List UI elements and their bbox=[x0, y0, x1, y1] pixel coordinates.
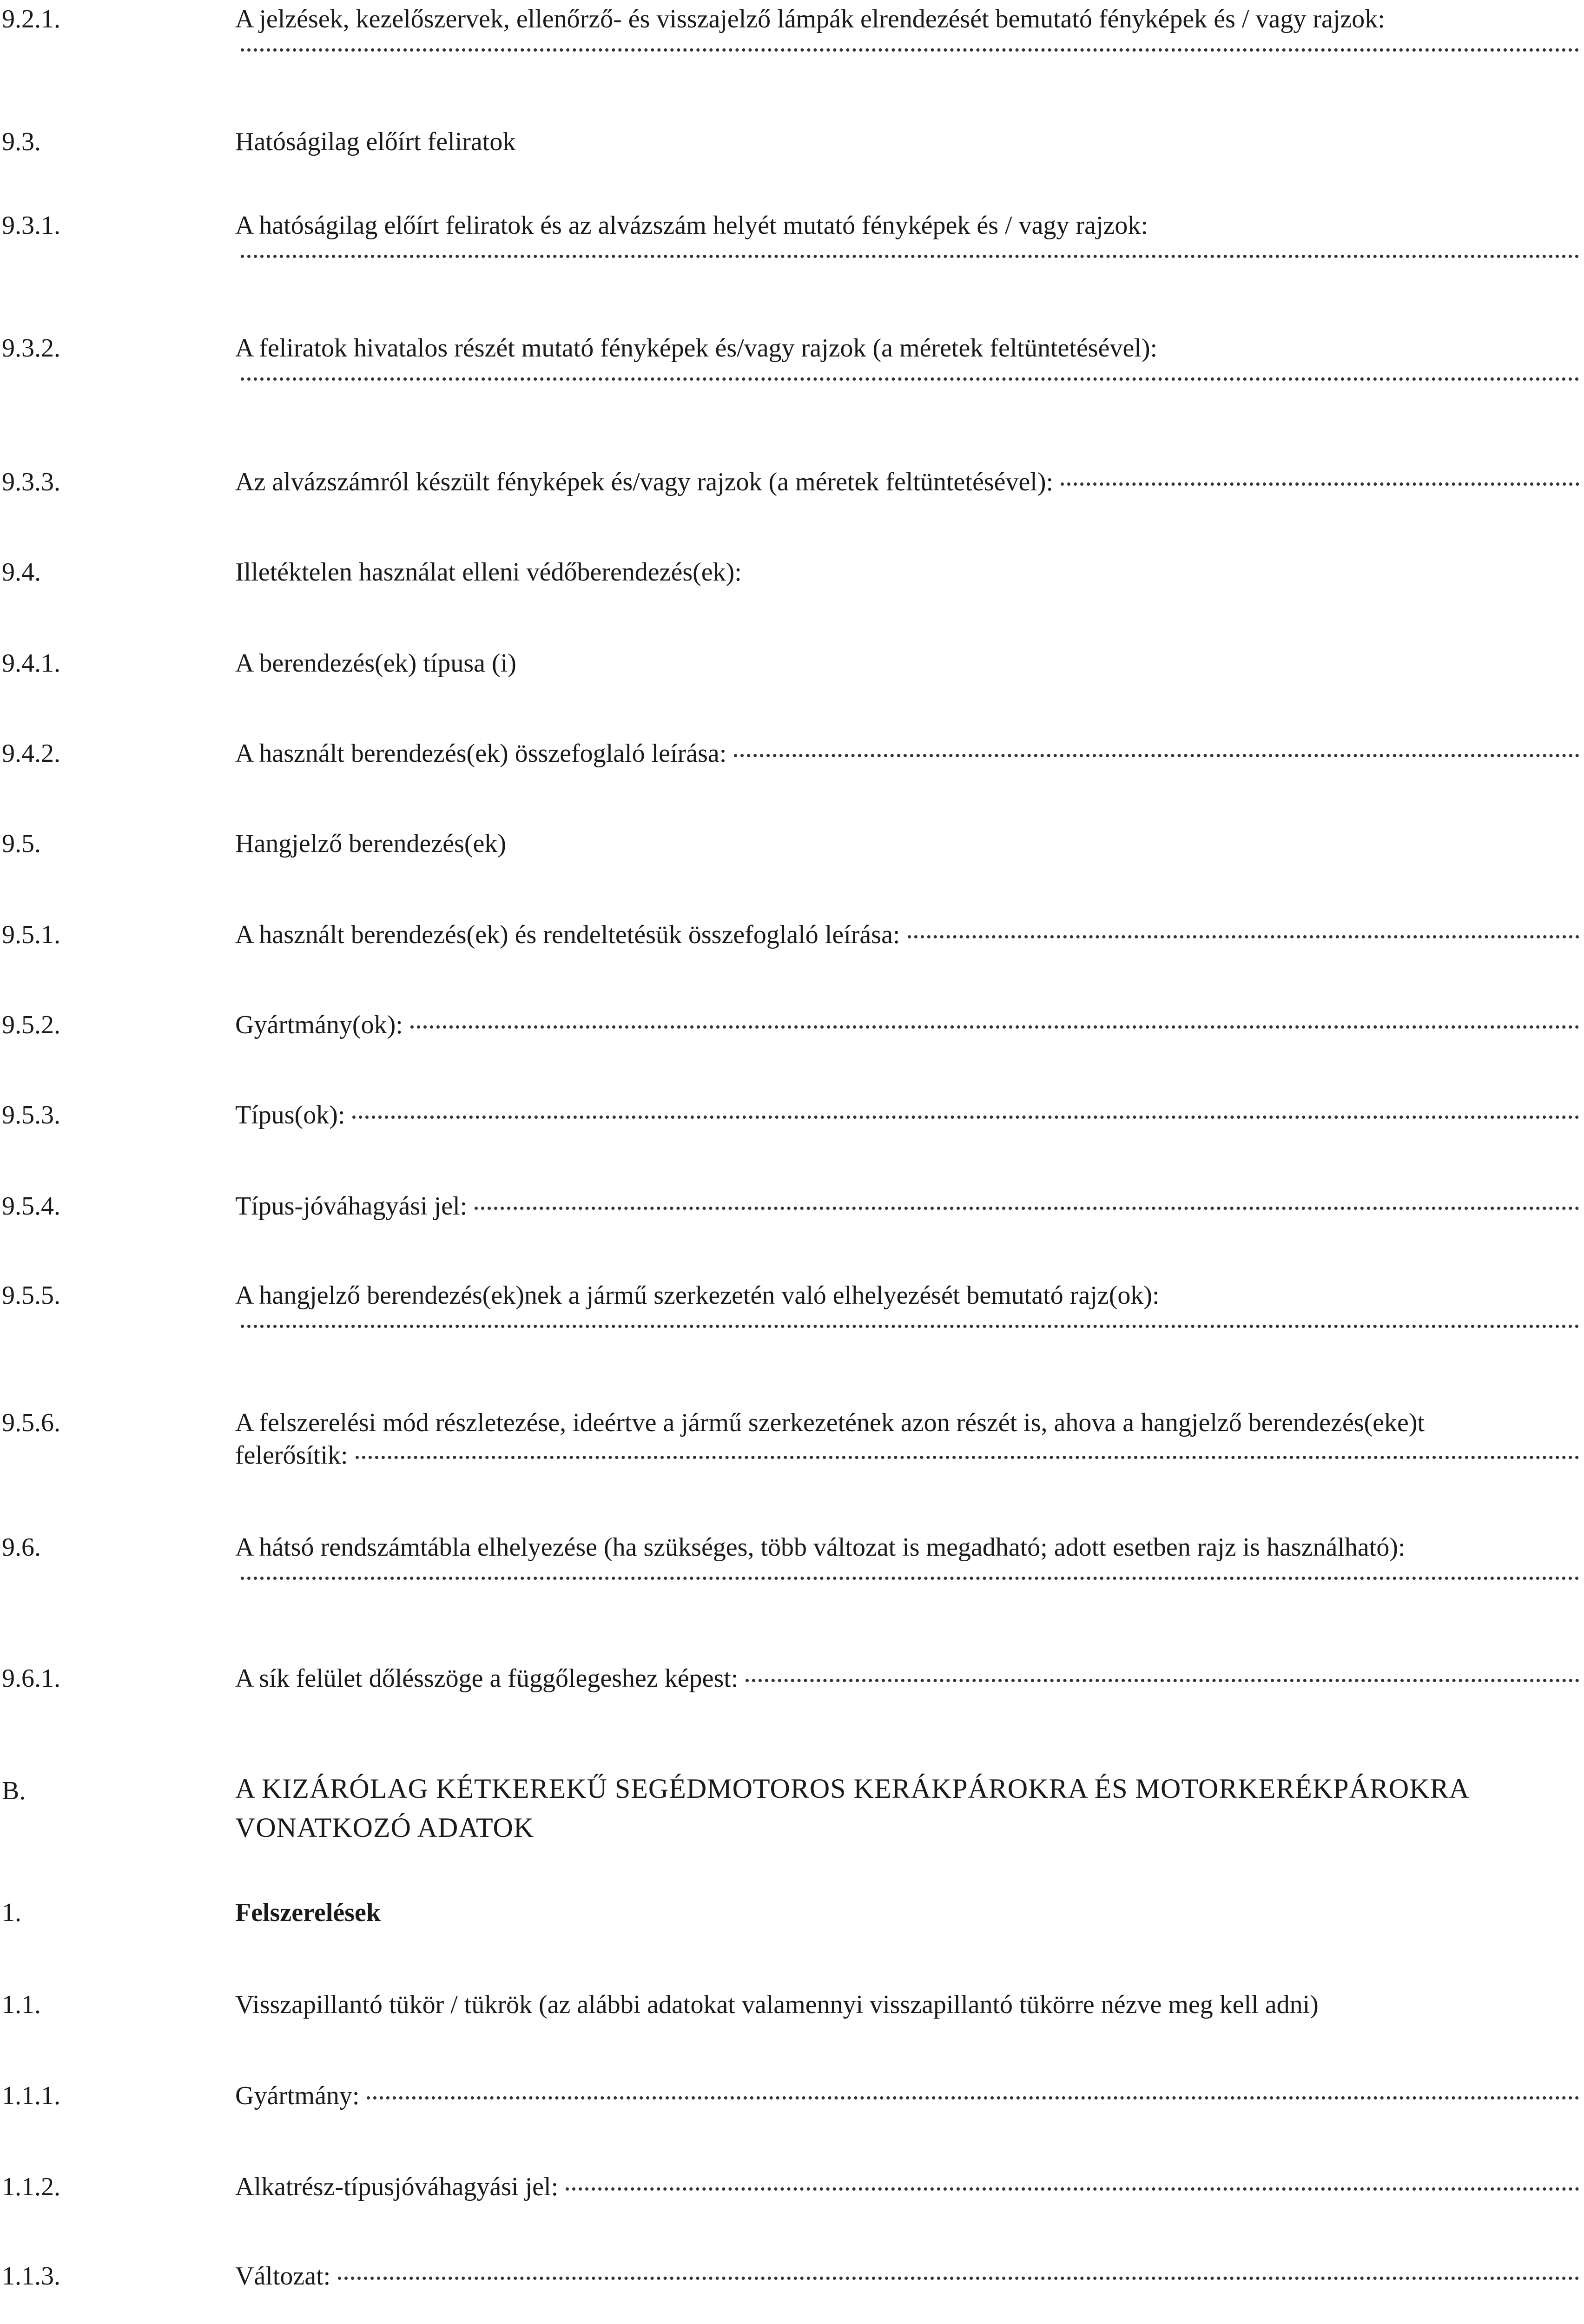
dotted-fill-line bbox=[908, 935, 1580, 938]
item-text: Hangjelző berendezés(ek) bbox=[235, 829, 506, 858]
dotted-fill-line bbox=[1061, 482, 1579, 486]
section-heading: A KIZÁRÓLAG KÉTKEREKŰ SEGÉDMOTOROS KERÁKPÁROKRA ÉS MOTORKERÉKPÁROKRA VONATKOZÓ ADATOK bbox=[235, 1773, 1468, 1843]
item-text: A felszerelési mód részletezése, ideértve a jármű szerkezetének azon részét is, ahova a hangjelző berendezés(eke)t felerősítik: bbox=[235, 1406, 1579, 1472]
item-number: 9.3.1. bbox=[2, 211, 60, 240]
item-text: Típus(ok): bbox=[235, 1099, 1579, 1131]
item-text: A jelzések, kezelőszervek, ellenőrző- és visszajelző lámpák elrendezését bemutató fényképek és / vagy rajzok: bbox=[235, 3, 1579, 52]
dotted-fill-line bbox=[566, 2187, 1579, 2191]
item-text: A sík felület dőlésszöge a függőlegeshez képest: bbox=[235, 1662, 1579, 1695]
dotted-fill-line bbox=[241, 1325, 1579, 1328]
dotted-fill-line bbox=[241, 1577, 1579, 1580]
item-number: 9.4.2. bbox=[2, 739, 60, 768]
item-number: 9.5.2. bbox=[2, 1010, 60, 1039]
item-text: A feliratok hivatalos részét mutató fényképek és/vagy rajzok (a méretek feltüntetésével): bbox=[235, 332, 1579, 381]
dotted-fill-line bbox=[241, 255, 1579, 258]
item-number: 9.5.1. bbox=[2, 920, 60, 949]
dotted-fill-line bbox=[367, 2096, 1579, 2100]
dotted-fill-line bbox=[475, 1207, 1579, 1210]
item-text: Gyártmány(ok): bbox=[235, 1009, 1579, 1041]
item-number: 9.3. bbox=[2, 127, 41, 156]
item-number: 9.5. bbox=[2, 829, 41, 858]
dotted-fill-line bbox=[352, 1116, 1579, 1119]
item-number: 9.5.3. bbox=[2, 1101, 60, 1129]
item-text: A használt berendezés(ek) összefoglaló leírása: bbox=[235, 737, 1579, 770]
item-text: Illetéktelen használat elleni védőberendezés(ek): bbox=[235, 558, 742, 587]
item-text: Az alvázszámról készült fényképek és/vagy rajzok (a méretek feltüntetésével): bbox=[235, 466, 1579, 498]
item-text: Gyártmány: bbox=[235, 2080, 1579, 2112]
dotted-fill-line bbox=[746, 1679, 1579, 1682]
item-text: A hátsó rendszámtábla elhelyezése (ha szükséges, több változat is megadható; adott esetben rajz is használható): bbox=[235, 1531, 1579, 1580]
item-number: 9.2.1. bbox=[2, 5, 60, 33]
item-number: 1.1.2. bbox=[2, 2172, 60, 2201]
item-text: A berendezés(ek) típusa (i) bbox=[235, 649, 516, 678]
item-text: Hatóságilag előírt feliratok bbox=[235, 127, 516, 156]
item-number: 9.6.1. bbox=[2, 1664, 60, 1693]
item-text: A hatóságilag előírt feliratok és az alvázszám helyét mutató fényképek és / vagy rajzok: bbox=[235, 209, 1579, 258]
item-text: Alkatrész-típusjóváhagyási jel: bbox=[235, 2171, 1579, 2203]
dotted-fill-line bbox=[241, 48, 1579, 52]
item-number: 9.5.5. bbox=[2, 1281, 60, 1310]
item-number: 1.1.3. bbox=[2, 2262, 60, 2291]
dotted-fill-line bbox=[410, 1025, 1579, 1029]
item-number: 9.5.4. bbox=[2, 1192, 60, 1221]
item-number: 9.5.6. bbox=[2, 1408, 60, 1437]
item-text: Visszapillantó tükör / tükrök (az alábbi adatokat valamennyi visszapillantó tükörre nézve meg kell adni) bbox=[235, 1990, 1319, 2019]
dotted-fill-line bbox=[241, 377, 1579, 381]
item-text: Típus-jóváhagyási jel: bbox=[235, 1190, 1579, 1222]
section-letter: B. bbox=[2, 1776, 26, 1805]
dotted-fill-line bbox=[338, 2277, 1579, 2280]
item-text: A hangjelző berendezés(ek)nek a jármű szerkezetén való elhelyezését bemutató rajz(ok): bbox=[235, 1279, 1579, 1328]
item-number: 1.1.1. bbox=[2, 2081, 60, 2110]
item-number: 9.4.1. bbox=[2, 649, 60, 678]
item-number: 1. bbox=[2, 1898, 21, 1927]
item-text: Változat: bbox=[235, 2260, 1579, 2292]
dotted-fill-line bbox=[734, 754, 1579, 757]
item-text: A használt berendezés(ek) és rendeltetésük összefoglaló leírása: bbox=[235, 918, 1579, 951]
item-number: 1.1. bbox=[2, 1990, 41, 2019]
item-number: 9.4. bbox=[2, 558, 41, 587]
item-number: 9.6. bbox=[2, 1533, 41, 1562]
subsection-heading: Felszerelések bbox=[235, 1898, 381, 1927]
item-number: 9.3.2. bbox=[2, 334, 60, 363]
item-number: 9.3.3. bbox=[2, 468, 60, 496]
dotted-fill-line bbox=[356, 1456, 1579, 1459]
